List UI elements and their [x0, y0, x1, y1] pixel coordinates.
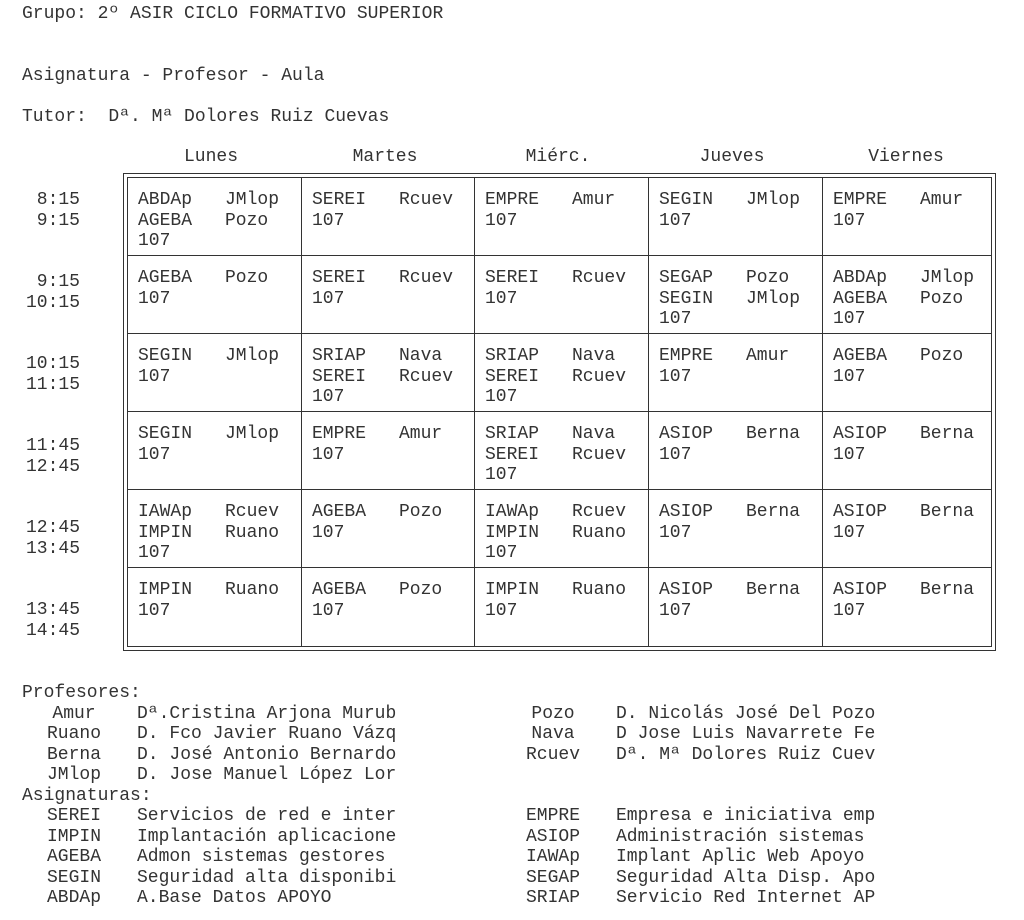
teacher-code: Pozo: [531, 703, 575, 724]
subject-code: IAWAp: [138, 502, 193, 522]
class-entry: [833, 580, 991, 601]
class-entry: [138, 580, 301, 601]
subject-code: IMPIN: [485, 522, 540, 543]
subject-name: Administración sistemas: [616, 826, 865, 847]
class-entry: [312, 346, 474, 367]
teacher-code: JMlop: [920, 268, 975, 288]
teacher-code: JMlop: [746, 190, 801, 210]
subject-code: SEREI: [485, 366, 540, 387]
schedule-cell: [649, 568, 823, 646]
teacher-name: Dª.Cristina Arjona Murub: [137, 703, 397, 724]
teacher-code: Rcuev: [399, 190, 454, 210]
room-number: 107: [312, 288, 345, 309]
teacher-code: Ruano: [225, 580, 280, 600]
subject-code: ASIOP: [833, 502, 888, 522]
class-entry: [312, 190, 474, 211]
teacher-name: D. José Antonio Bernardo: [137, 744, 397, 765]
subject-code: SEREI: [312, 190, 367, 210]
teachers-title: Profesores:: [22, 683, 141, 703]
schedule-cell: [823, 490, 991, 568]
subject-code: SEGIN: [659, 288, 714, 309]
teacher-code: Rcuev: [525, 744, 580, 765]
subject-code: ASIOP: [659, 424, 714, 444]
schedule-cell: [823, 334, 991, 412]
teacher-code: Ruano: [572, 580, 627, 600]
time-end: 11:15: [25, 374, 80, 395]
teacher-name: D. Fco Javier Ruano Vázq: [137, 724, 397, 744]
room-number: 107: [659, 309, 692, 329]
class-entry: [138, 424, 301, 445]
subject-name: A.Base Datos APOYO: [137, 888, 332, 908]
schedule-cell: [475, 334, 649, 412]
subject-code: AGEBA: [833, 288, 888, 309]
class-entry: [138, 211, 301, 232]
day-header: Viernes: [868, 147, 944, 167]
subject-code: ASIOP: [833, 424, 888, 444]
teacher-code: Berna: [920, 424, 975, 444]
teacher-code: Rcuev: [572, 366, 627, 387]
schedule-cell: [649, 178, 823, 256]
teacher-code: Berna: [46, 744, 101, 765]
room-number: 107: [659, 210, 692, 231]
room-number: 107: [659, 366, 692, 387]
teacher-code: JMlop: [746, 288, 801, 309]
schedule-cell: [302, 178, 475, 256]
subject-name: Implant Aplic Web Apoyo: [616, 847, 865, 867]
schedule-cell: [823, 568, 991, 646]
class-entry: [138, 502, 301, 523]
room-number: 107: [659, 522, 692, 543]
teacher-code: Ruano: [225, 522, 280, 543]
teacher-code: Amur: [52, 703, 96, 724]
class-entry: [833, 268, 991, 289]
time-end: 12:45: [25, 456, 80, 477]
subtitle: Asignatura - Profesor - Aula: [22, 66, 325, 86]
day-header: Miérc.: [525, 147, 591, 167]
subject-name: Implantación aplicacione: [137, 826, 397, 847]
time-end: 10:15: [25, 292, 80, 313]
class-entry: [659, 502, 822, 523]
teacher-code: Ruano: [572, 522, 627, 543]
day-header: Martes: [352, 147, 418, 167]
subject-code: IMPIN: [138, 522, 193, 543]
schedule-cell: [823, 178, 991, 256]
class-entry: [833, 346, 991, 367]
subject-code: SEREI: [485, 444, 540, 465]
room-number: 107: [138, 444, 171, 465]
schedule-cell: [649, 412, 823, 490]
time-start: 8:15: [36, 190, 80, 210]
room-number: 107: [485, 387, 518, 407]
schedule-cell: [475, 256, 649, 334]
teacher-code: Berna: [746, 580, 801, 600]
subject-code: SEGAP: [525, 867, 580, 888]
room-number: 107: [659, 444, 692, 465]
subject-code: SRIAP: [525, 888, 580, 908]
room-number: 107: [312, 522, 345, 543]
teacher-code: Pozo: [399, 502, 443, 522]
group-title: Grupo: 2º ASIR CICLO FORMATIVO SUPERIOR: [22, 4, 444, 24]
subject-code: EMPRE: [833, 190, 888, 210]
subject-code: SEREI: [312, 268, 367, 288]
teacher-code: Berna: [746, 502, 801, 522]
teacher-code: Berna: [920, 580, 975, 600]
room-number: 107: [833, 444, 866, 465]
schedule-cell: [475, 178, 649, 256]
subject-code: AGEBA: [138, 210, 193, 231]
subject-code: SEGIN: [659, 190, 714, 210]
teacher-code: JMlop: [225, 424, 280, 444]
teacher-code: Nava: [399, 346, 443, 366]
room-number: 107: [833, 522, 866, 543]
schedule-cell: [128, 412, 302, 490]
class-entry: [659, 346, 822, 367]
room-number: 107: [138, 600, 171, 621]
subject-code: IMPIN: [485, 580, 540, 600]
subject-code: SEREI: [46, 806, 101, 826]
schedule-cell: [302, 490, 475, 568]
teacher-code: Berna: [746, 424, 801, 444]
subject-code: ABDAp: [46, 888, 101, 908]
teacher-code: Nava: [572, 346, 616, 366]
subject-name: Servicio Red Internet AP: [616, 888, 876, 908]
class-entry: [485, 367, 648, 388]
subject-code: EMPRE: [525, 806, 580, 826]
schedule-cell: [823, 412, 991, 490]
time-end: 13:45: [25, 538, 80, 559]
teacher-code: JMlop: [46, 765, 101, 785]
subject-code: IAWAp: [485, 502, 540, 522]
subject-code: EMPRE: [659, 346, 714, 366]
schedule-cell: [128, 256, 302, 334]
subject-code: AGEBA: [833, 346, 888, 366]
teacher-code: Rcuev: [572, 502, 627, 522]
subject-code: SRIAP: [312, 346, 367, 366]
teacher-code: Amur: [746, 346, 790, 366]
class-entry: [833, 424, 991, 445]
class-entry: [659, 424, 822, 445]
teacher-code: Ruano: [46, 724, 101, 744]
timetable-grid: [127, 177, 992, 647]
schedule-cell: [302, 412, 475, 490]
class-entry: [659, 190, 822, 211]
teacher-code: JMlop: [225, 190, 280, 210]
class-entry: [138, 523, 301, 544]
subject-code: SEGAP: [659, 268, 714, 288]
subject-code: SRIAP: [485, 424, 540, 444]
day-header: Lunes: [183, 147, 238, 167]
time-start: 9:15: [36, 272, 80, 292]
teacher-code: Rcuev: [225, 502, 280, 522]
subject-code: AGEBA: [46, 847, 101, 867]
subject-code: SEREI: [312, 366, 367, 387]
time-end: 9:15: [36, 210, 80, 231]
subject-code: SEGIN: [138, 424, 193, 444]
subject-code: SRIAP: [485, 346, 540, 366]
subject-code: EMPRE: [485, 190, 540, 210]
room-number: 107: [833, 210, 866, 231]
subject-code: IAWAp: [525, 847, 580, 867]
room-number: 107: [138, 288, 171, 309]
subject-code: EMPRE: [312, 424, 367, 444]
teacher-code: Nava: [531, 724, 575, 744]
teacher-code: Amur: [572, 190, 616, 210]
class-entry: [485, 190, 648, 211]
time-start: 11:45: [25, 436, 80, 456]
class-entry: [312, 424, 474, 445]
class-entry: [485, 580, 648, 601]
schedule-cell: [302, 568, 475, 646]
teacher-code: Pozo: [225, 268, 269, 288]
schedule-cell: [649, 256, 823, 334]
room-number: 107: [312, 210, 345, 231]
subject-code: AGEBA: [138, 268, 193, 288]
teacher-code: Nava: [572, 424, 616, 444]
schedule-cell: [128, 178, 302, 256]
class-entry: [659, 289, 822, 310]
teacher-name: D. Nicolás José Del Pozo: [616, 703, 876, 724]
subject-code: ASIOP: [659, 502, 714, 522]
class-entry: [312, 268, 474, 289]
teacher-code: Amur: [920, 190, 964, 210]
room-number: 107: [485, 543, 518, 563]
class-entry: [485, 268, 648, 289]
schedule-cell: [649, 334, 823, 412]
room-number: 107: [659, 600, 692, 621]
subject-name: Seguridad alta disponibi: [137, 867, 397, 888]
teacher-name: D Jose Luis Navarrete Fe: [616, 724, 876, 744]
teacher-code: Pozo: [399, 580, 443, 600]
class-entry: [485, 346, 648, 367]
room-number: 107: [312, 444, 345, 465]
teacher-name: Dª. Mª Dolores Ruiz Cuev: [616, 744, 876, 765]
day-header: Jueves: [699, 147, 765, 167]
room-number: 107: [138, 366, 171, 387]
subject-code: ASIOP: [659, 580, 714, 600]
room-number: 107: [312, 387, 345, 407]
room-number: 107: [485, 600, 518, 621]
teacher-code: Pozo: [920, 288, 964, 309]
teacher-code: Pozo: [225, 210, 269, 231]
teacher-code: Rcuev: [572, 444, 627, 465]
room-number: 107: [312, 600, 345, 621]
class-entry: [833, 289, 991, 310]
schedule-cell: [128, 568, 302, 646]
day-headers: [124, 147, 998, 169]
schedule-cell: [823, 256, 991, 334]
teacher-code: Berna: [920, 502, 975, 522]
class-entry: [138, 346, 301, 367]
class-entry: [485, 445, 648, 466]
subject-name: Servicios de red e inter: [137, 806, 397, 826]
schedule-cell: [302, 334, 475, 412]
teacher-code: Rcuev: [399, 366, 454, 387]
subject-code: SEGIN: [138, 346, 193, 366]
room-number: 107: [485, 210, 518, 231]
room-number: 107: [485, 465, 518, 485]
time-start: 13:45: [25, 600, 80, 620]
subjects-title: Asignaturas:: [22, 785, 152, 806]
time-end: 14:45: [25, 620, 80, 641]
room-number: 107: [833, 366, 866, 387]
schedule-cell: [475, 490, 649, 568]
teacher-code: Amur: [399, 424, 443, 444]
subject-code: AGEBA: [312, 580, 367, 600]
subject-code: ABDAp: [138, 190, 193, 210]
class-entry: [312, 580, 474, 601]
subject-code: ASIOP: [525, 826, 580, 847]
subject-code: IMPIN: [138, 580, 193, 600]
time-start: 10:15: [25, 354, 80, 374]
class-entry: [485, 502, 648, 523]
class-entry: [138, 190, 301, 211]
schedule-cell: [128, 334, 302, 412]
room-number: 107: [485, 288, 518, 309]
subject-name: Seguridad Alta Disp. Apo: [616, 867, 876, 888]
schedule-cell: [302, 256, 475, 334]
teacher-code: Pozo: [920, 346, 964, 366]
class-entry: [485, 424, 648, 445]
time-start: 12:45: [25, 518, 80, 538]
subject-code: AGEBA: [312, 502, 367, 522]
room-number: 107: [138, 543, 171, 563]
subject-name: Empresa e iniciativa emp: [616, 806, 876, 826]
class-entry: [833, 502, 991, 523]
schedule-cell: [649, 490, 823, 568]
tutor-line: Tutor: Dª. Mª Dolores Ruiz Cuevas: [22, 107, 390, 127]
subject-code: ABDAp: [833, 268, 888, 288]
class-entry: [485, 523, 648, 544]
subject-code: SEREI: [485, 268, 540, 288]
schedule-cell: [128, 490, 302, 568]
schedule-cell: [475, 412, 649, 490]
subject-code: ASIOP: [833, 580, 888, 600]
teacher-code: Rcuev: [399, 268, 454, 288]
schedule-cell: [475, 568, 649, 646]
room-number: 107: [138, 231, 171, 251]
teacher-code: Rcuev: [572, 268, 627, 288]
class-entry: [833, 190, 991, 211]
class-entry: [138, 268, 301, 289]
subject-name: Admon sistemas gestores: [137, 847, 386, 867]
teacher-name: D. Jose Manuel López Lor: [137, 765, 397, 785]
class-entry: [312, 367, 474, 388]
room-number: 107: [833, 309, 866, 329]
subject-code: SEGIN: [46, 867, 101, 888]
teacher-code: JMlop: [225, 346, 280, 366]
class-entry: [312, 502, 474, 523]
class-entry: [659, 580, 822, 601]
class-entry: [659, 268, 822, 289]
teacher-code: Pozo: [746, 268, 790, 288]
subject-code: IMPIN: [46, 826, 101, 847]
room-number: 107: [833, 600, 866, 621]
